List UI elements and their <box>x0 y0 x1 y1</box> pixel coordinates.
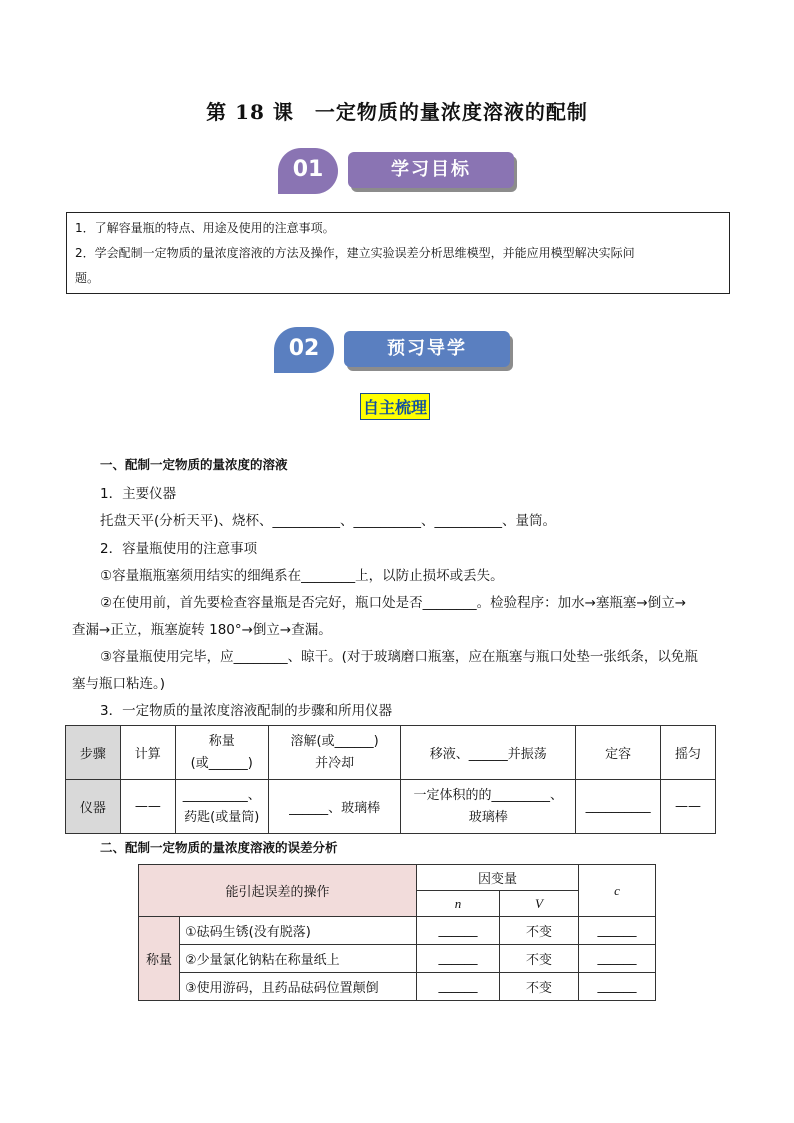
note-1: ①容量瓶瓶塞须用结实的细绳系在________上，以防止损坏或丢失。 <box>100 568 504 584</box>
cell-line: __________、 <box>182 787 261 803</box>
table-cell: 摇匀 <box>661 726 716 780</box>
table-header: n <box>417 891 500 917</box>
table-row <box>139 973 656 1001</box>
table-cell: 称量 <box>139 917 180 1001</box>
table-cell: ②少量氯化钠粘在称量纸上 <box>180 945 417 973</box>
banner-number: 01 <box>292 157 324 182</box>
table-cell: ______、玻璃棒 <box>268 780 401 834</box>
table-cell <box>268 726 401 780</box>
steps-table <box>65 725 716 834</box>
table-cell: 仪器 <box>66 780 121 834</box>
objectives-box <box>66 212 730 294</box>
table-header: c <box>579 865 656 917</box>
banner-pill <box>344 331 510 367</box>
table-cell: __________ <box>576 780 661 834</box>
objective-2-cont: 题。 <box>75 271 100 285</box>
item1-heading: 1．主要仪器 <box>100 486 177 502</box>
section1-heading: 一、配制一定物质的量浓度的溶液 <box>100 457 288 472</box>
table-cell: 不变 <box>500 945 579 973</box>
banner-pill <box>348 152 514 188</box>
table-cell: ①砝码生锈(没有脱落) <box>180 917 417 945</box>
table-cell: 不变 <box>500 973 579 1001</box>
table-cell: 计算 <box>120 726 175 780</box>
table-cell <box>175 780 268 834</box>
error-table <box>138 864 656 1001</box>
item3-heading: 3．一定物质的量浓度溶液配制的步骤和所用仪器 <box>100 703 393 719</box>
cell-line: (或______) <box>190 755 253 771</box>
table-row <box>139 865 656 891</box>
objective-1: 1．了解容量瓶的特点、用途及使用的注意事项。 <box>75 221 335 235</box>
table-cell: ______ <box>417 945 500 973</box>
banner-number: 02 <box>288 336 320 361</box>
table-row <box>139 945 656 973</box>
table-cell: ______ <box>579 973 656 1001</box>
note-3a: ③容量瓶使用完毕，应________、晾干。(对于玻璃磨口瓶塞，应在瓶塞与瓶口处垫一张纸条，以免瓶 <box>100 649 698 665</box>
table-header: 能引起误差的操作 <box>139 865 417 917</box>
table-cell: ______ <box>579 945 656 973</box>
banner-preview <box>274 327 524 373</box>
table-header: V <box>500 891 579 917</box>
table-header: 因变量 <box>417 865 579 891</box>
note-2b: 查漏→正立，瓶塞旋转 180°→倒立→查漏。 <box>72 622 332 638</box>
banner-label: 预习导学 <box>387 338 467 359</box>
table-cell: —— <box>120 780 175 834</box>
banner-label: 学习目标 <box>391 159 471 180</box>
section-badge: 自主梳理 <box>360 393 430 420</box>
table-cell <box>401 780 576 834</box>
note-3b: 塞与瓶口粘连。) <box>72 676 166 692</box>
table-row <box>66 726 716 780</box>
table-cell: ______ <box>417 973 500 1001</box>
table-row <box>66 780 716 834</box>
table-cell: 定容 <box>576 726 661 780</box>
cell-line: 玻璃棒 <box>468 809 508 825</box>
item1-text: 托盘天平(分析天平)、烧杯、__________、__________、__________、量筒。 <box>100 513 557 529</box>
item2-heading: 2．容量瓶使用的注意事项 <box>100 541 258 557</box>
cell-line: 溶解(或______) <box>290 733 379 749</box>
banner-objectives <box>278 148 523 194</box>
objective-2: 2．学会配制一定物质的量浓度溶液的方法及操作，建立实验误差分析思维模型，并能应用模型解决实际问 <box>75 246 635 260</box>
table-cell: ______ <box>417 917 500 945</box>
note-2a: ②在使用前，首先要检查容量瓶是否完好，瓶口处是否________。检验程序：加水→塞瓶塞→倒立→ <box>100 595 687 611</box>
table-cell: 移液、______并振荡 <box>401 726 576 780</box>
cell-line: 一定体积的的_________、 <box>413 787 564 803</box>
cell-line: 称量 <box>208 733 235 749</box>
table-cell: 步骤 <box>66 726 121 780</box>
table-cell <box>175 726 268 780</box>
page-title: 第 18 课 一定物质的量浓度溶液的配制 <box>206 100 588 124</box>
cell-line: 药匙(或量筒) <box>184 809 260 825</box>
table-row <box>139 917 656 945</box>
table-cell: ③使用游码，且药品砝码位置颠倒 <box>180 973 417 1001</box>
section2-heading: 二、配制一定物质的量浓度溶液的误差分析 <box>100 840 338 855</box>
table-cell: —— <box>661 780 716 834</box>
table-cell: ______ <box>579 917 656 945</box>
table-cell: 不变 <box>500 917 579 945</box>
cell-line: 并冷却 <box>315 755 355 771</box>
